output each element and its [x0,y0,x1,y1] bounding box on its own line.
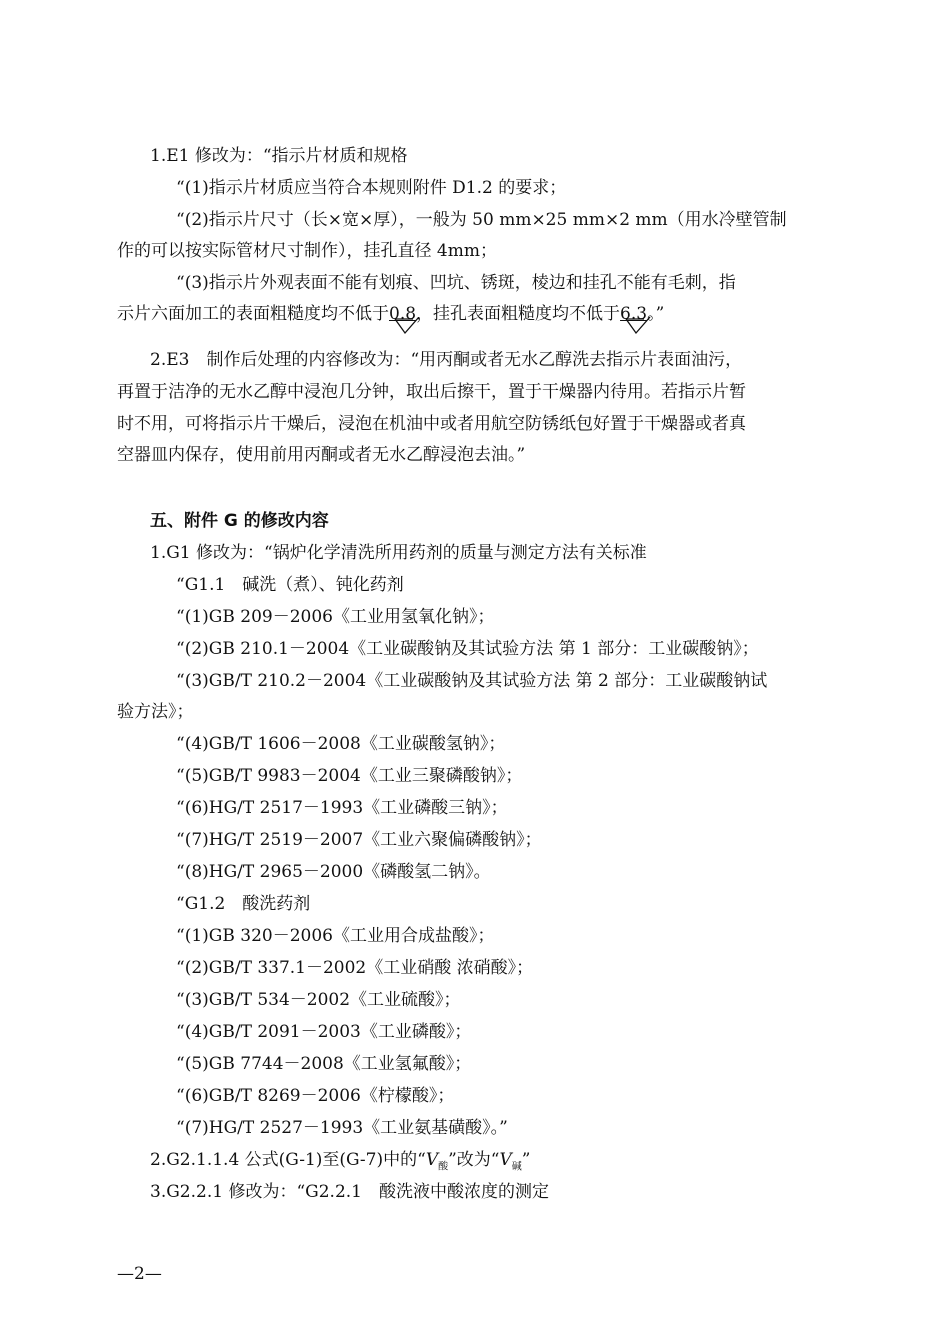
g11-item-continued: 验方法》； [117,702,194,722]
g12-item: “(5)GB 7744－2008《工业氢氟酸》； [176,1054,472,1074]
roughness-value-2-text: 6.3 [620,304,648,324]
acid-subscript: 酸 [438,1161,449,1173]
e1-item-3-text-c: 。” [647,304,665,324]
g2-text-a: 2.G2.1.1.4 公式(G-1)至(G-7)中的“ [150,1150,426,1170]
alkali-subscript: 碱 [511,1161,522,1173]
e3-line-4: 空器皿内保存，使用前用丙酮或者无水乙醇浸泡去油。” [117,445,526,465]
e1-item-3-line-2 [117,302,664,326]
roughness-value-1 [389,302,416,326]
g12-item: “(4)GB/T 2091－2003《工业磷酸》； [176,1022,472,1042]
g11-item: “(4)GB/T 1606－2008《工业碳酸氢钠》； [176,734,506,754]
g11-item: “(2)GB 210.1－2004《工业碳酸钠及其试验方法 第 1 部分：工业碳酸钠》； [176,639,759,659]
g12-item: “(1)GB 320－2006《工业用合成盐酸》； [176,926,495,946]
section-g-heading: 五、附件 G 的修改内容 [150,511,329,531]
g3-line: 3.G2.2.1 修改为：“G2.2.1 酸洗液中酸浓度的测定 [150,1182,549,1202]
g11-item: “(8)HG/T 2965－2000《磷酸氢二钠》。 [176,862,491,882]
roughness-value-2 [620,302,647,326]
roughness-symbol-icon [624,317,654,335]
roughness-value-1-text: 0.8 [389,304,417,324]
g2-formula-change [150,1148,530,1179]
roughness-symbol-icon [393,317,423,335]
g1-intro: 1.G1 修改为：“锅炉化学清洗所用药剂的质量与测定方法有关标准 [150,543,647,563]
e3-line-3: 时不用，可将指示片干燥后，浸泡在机油中或者用航空防锈纸包好置于干燥器或者真 [117,414,746,434]
e1-item-3-line-1: “(3)指示片外观表面不能有划痕、凹坑、锈斑，棱边和挂孔不能有毛刺，指 [176,273,736,293]
e3-line-1: 2.E3 制作后处理的内容修改为：“用丙酮或者无水乙醇洗去指示片表面油污， [150,350,743,370]
g12-item: “(7)HG/T 2527－1993《工业氨基磺酸》。” [176,1118,508,1138]
e1-item-1: “(1)指示片材质应当符合本规则附件 D1.2 的要求； [176,178,567,198]
v-alkali-symbol [499,1150,522,1173]
g11-item: “(5)GB/T 9983－2004《工业三聚磷酸钠》； [176,766,523,786]
g12-item: “(6)GB/T 8269－2006《柠檬酸》； [176,1086,455,1106]
g12-item: “(3)GB/T 534－2002《工业硫酸》； [176,990,461,1010]
e1-item-2-line-1: “(2)指示片尺寸（长×宽×厚），一般为 50 mm×25 mm×2 mm（用水冷壁管制 [176,210,787,230]
g2-text-c: ” [521,1150,531,1170]
e1-item-2-line-2: 作的可以按实际管材尺寸制作），挂孔直径 4mm； [117,241,497,261]
g2-text-b: ”改为“ [448,1150,500,1170]
e1-intro: 1.E1 修改为：“指示片材质和规格 [150,146,408,166]
v-symbol-text: V [499,1150,512,1170]
e1-item-3-text-b: ，挂孔表面粗糙度均不低于 [416,304,621,324]
e1-item-3-text-a: 示片六面加工的表面粗糙度均不低于 [117,304,389,324]
g12-item: “(2)GB/T 337.1－2002《工业硝酸 浓硝酸》； [176,958,534,978]
g11-item: “(6)HG/T 2517－1993《工业磷酸三钠》； [176,798,508,818]
g11-item: “(3)GB/T 210.2－2004《工业碳酸钠及其试验方法 第 2 部分：工业碳酸钠试 [176,671,768,691]
g11-item: “(1)GB 209－2006《工业用氢氧化钠》； [176,607,495,627]
page-number: —2— [117,1264,162,1284]
v-symbol-text: V [425,1150,439,1170]
e3-line-2: 再置于洁净的无水乙醇中浸泡几分钟，取出后擦干，置于干燥器内待用。若指示片暂 [117,382,746,402]
g11-item: “(7)HG/T 2519－2007《工业六聚偏磷酸钠》； [176,830,542,850]
g11-title: “G1.1 碱洗（煮）、钝化药剂 [176,575,404,595]
v-acid-symbol [425,1150,449,1173]
g12-title: “G1.2 酸洗药剂 [176,894,311,914]
